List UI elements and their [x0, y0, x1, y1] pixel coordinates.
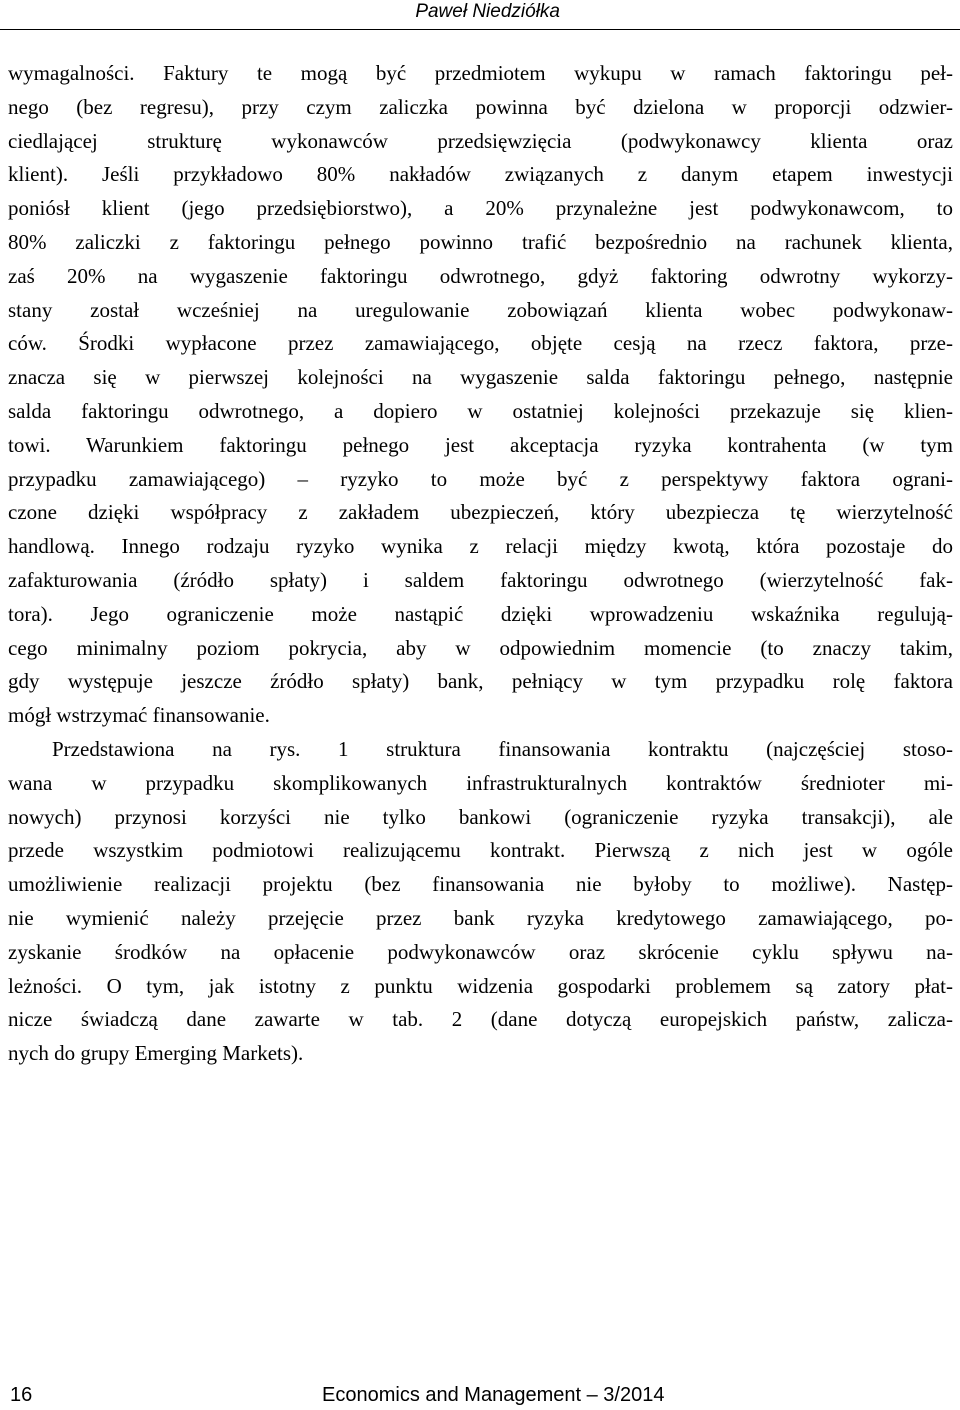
text-line: salda faktoringu odwrotnego, a dopiero w ostatniej kolejności przekazuje się klien-: [8, 398, 953, 423]
page-number: 16: [10, 1384, 33, 1406]
article-body: [8, 57, 953, 1071]
text-line: stany został wcześniej na uregulowanie zobowiązań klienta wobec podwykonaw-: [8, 297, 953, 322]
text-line: nych do grupy Emerging Markets).: [8, 1041, 304, 1066]
text-line: 80% zaliczki z faktoringu pełnego powinno trafić bezpośrednio na rachunek klienta,: [8, 229, 953, 254]
text-line: towi. Warunkiem faktoringu pełnego jest akceptacja ryzyka kontrahenta (w tym: [8, 432, 953, 457]
text-line: cego minimalny poziom pokrycia, aby w odpowiednim momencie (to znaczy takim,: [8, 635, 953, 660]
text-line: nicze świadczą dane zawarte w tab. 2 (dane dotyczą europejskich państw, zalicza-: [8, 1007, 953, 1032]
text-line: tora). Jego ograniczenie może nastąpić dzięki wprowadzeniu wskaźnika regulują-: [8, 601, 953, 626]
text-line: przede wszystkim podmiotowi realizującemu kontrakt. Pierwszą z nich jest w ogóle: [8, 838, 953, 863]
text-line: handlową. Innego rodzaju ryzyko wynika z relacji między kwotą, która pozostaje do: [8, 534, 953, 559]
paragraph-1: [8, 57, 953, 733]
text-line: umożliwienie realizacji projektu (bez finansowania nie byłoby to możliwe). Następ-: [8, 872, 953, 897]
text-line: wymagalności. Faktury te mogą być przedmiotem wykupu w ramach faktoringu peł-: [8, 61, 953, 85]
text-line: gdy występuje jeszcze źródło spłaty) bank, pełniący w tym przypadku rolę faktora: [8, 669, 953, 694]
text-line: znacza się w pierwszej kolejności na wygaszenie salda faktoringu pełnego, następnie: [8, 365, 953, 390]
text-line: czone dzięki współpracy z zakładem ubezpieczeń, który ubezpiecza tę wierzytelność: [8, 500, 953, 525]
text-line: ciedlającej strukturę wykonawców przedsięwzięcia (podwykonawcy klienta oraz: [8, 128, 953, 153]
text-line: nowych) przynosi korzyści nie tylko bankowi (ograniczenie ryzyka transakcji), ale: [8, 804, 953, 829]
text-line: zyskanie środków na opłacenie podwykonawców oraz skrócenie cyklu spływu na-: [8, 939, 953, 964]
page-footer: [0, 1378, 960, 1408]
text-line: ców. Środki wypłacone przez zamawiającego, objęte cesją na rzecz faktora, prze-: [8, 331, 953, 356]
running-header: [0, 0, 960, 30]
text-line: nie wymienić należy przejęcie przez bank ryzyka kredytowego zamawiającego, po-: [8, 905, 953, 930]
text-line: Przedstawiona na rys. 1 struktura finansowania kontraktu (najczęściej stoso-: [52, 736, 953, 761]
text-line: przypadku zamawiającego) – ryzyko to może być z perspektywy faktora ograni-: [8, 466, 953, 491]
header-author: Paweł Niedziółka: [415, 1, 560, 22]
text-line: leżności. O tym, jak istotny z punktu widzenia gospodarki problemem są zatory płat-: [8, 973, 953, 998]
text-line: nego (bez regresu), przy czym zaliczka powinna być dzielona w proporcji odzwier-: [8, 94, 953, 119]
text-line: poniósł klient (jego przedsiębiorstwo), a 20% przynależne jest podwykonawcom, to: [8, 196, 953, 221]
journal-citation: Economics and Management – 3/2014: [322, 1384, 665, 1406]
text-line: wana w przypadku skomplikowanych infrastrukturalnych kontraktów średnioter mi-: [8, 770, 953, 795]
text-line: zafakturowania (źródło spłaty) i saldem faktoringu odwrotnego (wierzytelność fak-: [8, 567, 953, 592]
text-line: zaś 20% na wygaszenie faktoringu odwrotnego, gdyż faktoring odwrotny wykorzy-: [8, 263, 953, 288]
text-line: mógł wstrzymać finansowanie.: [8, 703, 270, 728]
text-line: klient). Jeśli przykładowo 80% nakładów związanych z danym etapem inwestycji: [8, 162, 953, 187]
paragraph-2: [8, 733, 953, 1071]
